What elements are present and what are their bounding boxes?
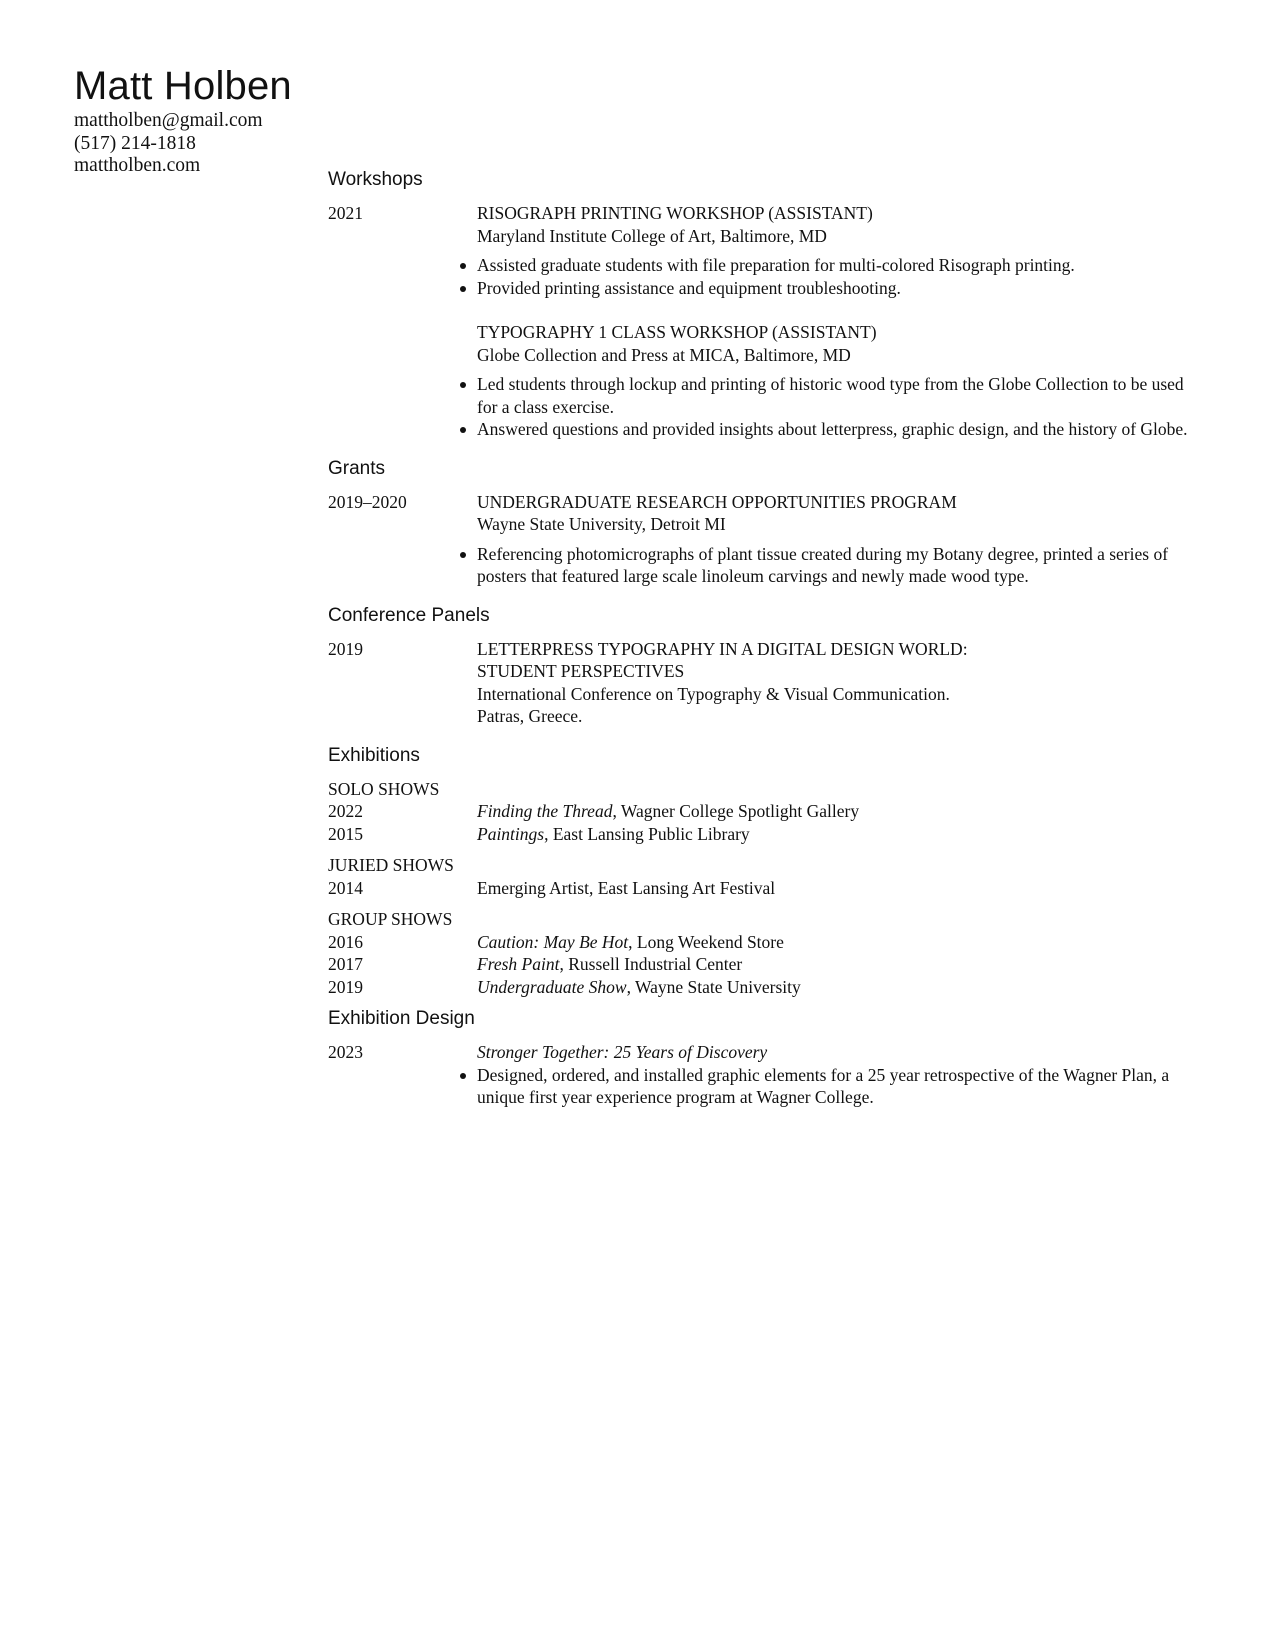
bullet-list bbox=[477, 543, 1188, 588]
entry-title: RISOGRAPH PRINTING WORKSHOP (ASSISTANT) bbox=[477, 203, 873, 223]
show-row bbox=[328, 976, 1188, 999]
entry-body bbox=[477, 202, 1188, 441]
entry-title: TYPOGRAPHY 1 CLASS WORKSHOP (ASSISTANT) bbox=[477, 322, 877, 342]
entry-place: Globe Collection and Press at MICA, Baltimore, MD bbox=[477, 344, 851, 365]
show-row bbox=[328, 877, 1188, 900]
show-title: Paintings bbox=[477, 823, 545, 844]
conference-entry bbox=[328, 638, 1188, 728]
show-venue: , East Lansing Public Library bbox=[544, 823, 750, 844]
show-year: 2014 bbox=[328, 877, 363, 898]
group-shows bbox=[328, 908, 1188, 998]
entry-title: LETTERPRESS TYPOGRAPHY IN A DIGITAL DESIGN WORLD: bbox=[477, 638, 968, 659]
show-title: Finding the Thread bbox=[477, 801, 613, 821]
solo-shows bbox=[328, 778, 1188, 846]
bullet-list bbox=[477, 373, 1188, 441]
subhead-group: GROUP SHOWS bbox=[328, 909, 453, 929]
section-title-exhibition-design: Exhibition Design bbox=[328, 1008, 475, 1029]
show-title: Caution: May Be Hot bbox=[477, 931, 629, 952]
show-venue: , Russell Industrial Center bbox=[559, 954, 743, 974]
subhead-juried: JURIED SHOWS bbox=[328, 855, 454, 875]
entry-date: 2023 bbox=[328, 1042, 363, 1062]
entry-title: UNDERGRADUATE RESEARCH OPPORTUNITIES PROGRAM bbox=[477, 491, 957, 512]
show-venue: , Wagner College Spotlight Gallery bbox=[612, 801, 860, 821]
entry-place: Patras, Greece. bbox=[477, 706, 583, 726]
exhibition-design-entry bbox=[328, 1041, 1188, 1109]
show-venue: , Long Weekend Store bbox=[628, 931, 784, 952]
contact-website[interactable]: mattholben.com bbox=[74, 155, 201, 176]
bullet-item: Referencing photomicrographs of plant tissue created during my Botany degree, printed a series of posters that featured large scale linoleum carvings and newly made wood type. bbox=[477, 543, 1188, 588]
show-year: 2016 bbox=[328, 931, 363, 952]
section-exhibition-design bbox=[328, 1007, 1188, 1109]
show-title: Undergraduate Show bbox=[477, 976, 627, 997]
contact-phone: (517) 214-1818 bbox=[74, 132, 196, 154]
section-title-workshops: Workshops bbox=[328, 169, 423, 190]
entry-date: 2019 bbox=[328, 638, 363, 659]
entry-title: STUDENT PERSPECTIVES bbox=[477, 661, 685, 681]
section-conference-panels bbox=[328, 604, 1188, 738]
entry-body bbox=[477, 491, 1188, 588]
project-title: Stronger Together: 25 Years of Discovery bbox=[477, 1042, 768, 1062]
show-year: 2015 bbox=[328, 823, 363, 844]
resume-body bbox=[328, 168, 1188, 1115]
section-exhibitions bbox=[328, 744, 1188, 999]
show-row bbox=[328, 823, 1188, 846]
section-workshops bbox=[328, 168, 1188, 451]
bullet-item: Provided printing assistance and equipment troubleshooting. bbox=[477, 277, 1188, 300]
show-venue: , Wayne State University bbox=[626, 976, 801, 997]
bullet-list bbox=[477, 254, 1188, 299]
person-name: Matt Holben bbox=[74, 64, 292, 108]
section-title-conference: Conference Panels bbox=[328, 604, 490, 626]
bullet-item: Led students through lockup and printing of historic wood type from the Globe Collection to be used for a class exercise. bbox=[477, 373, 1188, 418]
entry-body bbox=[477, 638, 1188, 728]
bullet-item: Assisted graduate students with file preparation for multi-colored Risograph printing. bbox=[477, 254, 1188, 277]
grants-entry bbox=[328, 491, 1188, 588]
entry-place: Maryland Institute College of Art, Baltimore, MD bbox=[477, 225, 827, 246]
section-title-grants: Grants bbox=[328, 457, 386, 479]
entry-date: 2021 bbox=[328, 203, 363, 223]
juried-shows bbox=[328, 854, 1188, 899]
show-row bbox=[328, 953, 1188, 976]
entry-body bbox=[477, 1041, 1188, 1109]
entry-date: 2019–2020 bbox=[328, 491, 407, 512]
resume-header bbox=[74, 62, 292, 178]
show-year: 2022 bbox=[328, 801, 363, 821]
bullet-item: Designed, ordered, and installed graphic elements for a 25 year retrospective of the Wagner Plan, a unique first year experience program at Wagner College. bbox=[477, 1064, 1188, 1109]
show-title: Fresh Paint bbox=[477, 954, 560, 974]
contact-email[interactable]: mattholben@gmail.com bbox=[74, 110, 263, 131]
section-title-exhibitions: Exhibitions bbox=[328, 744, 420, 766]
entry-place: Wayne State University, Detroit MI bbox=[477, 514, 726, 534]
show-year: 2017 bbox=[328, 954, 363, 974]
show-row bbox=[328, 800, 1188, 823]
show-row bbox=[328, 931, 1188, 954]
section-grants bbox=[328, 457, 1188, 598]
subhead-solo: SOLO SHOWS bbox=[328, 778, 440, 799]
workshops-entry bbox=[328, 202, 1188, 441]
entry-place: International Conference on Typography & Visual Communication. bbox=[477, 683, 950, 704]
bullet-item: Answered questions and provided insights about letterpress, graphic design, and the history of Globe. bbox=[477, 419, 1188, 439]
show-text: Emerging Artist, East Lansing Art Festival bbox=[477, 877, 776, 898]
bullet-list bbox=[477, 1064, 1188, 1109]
show-year: 2019 bbox=[328, 976, 363, 997]
